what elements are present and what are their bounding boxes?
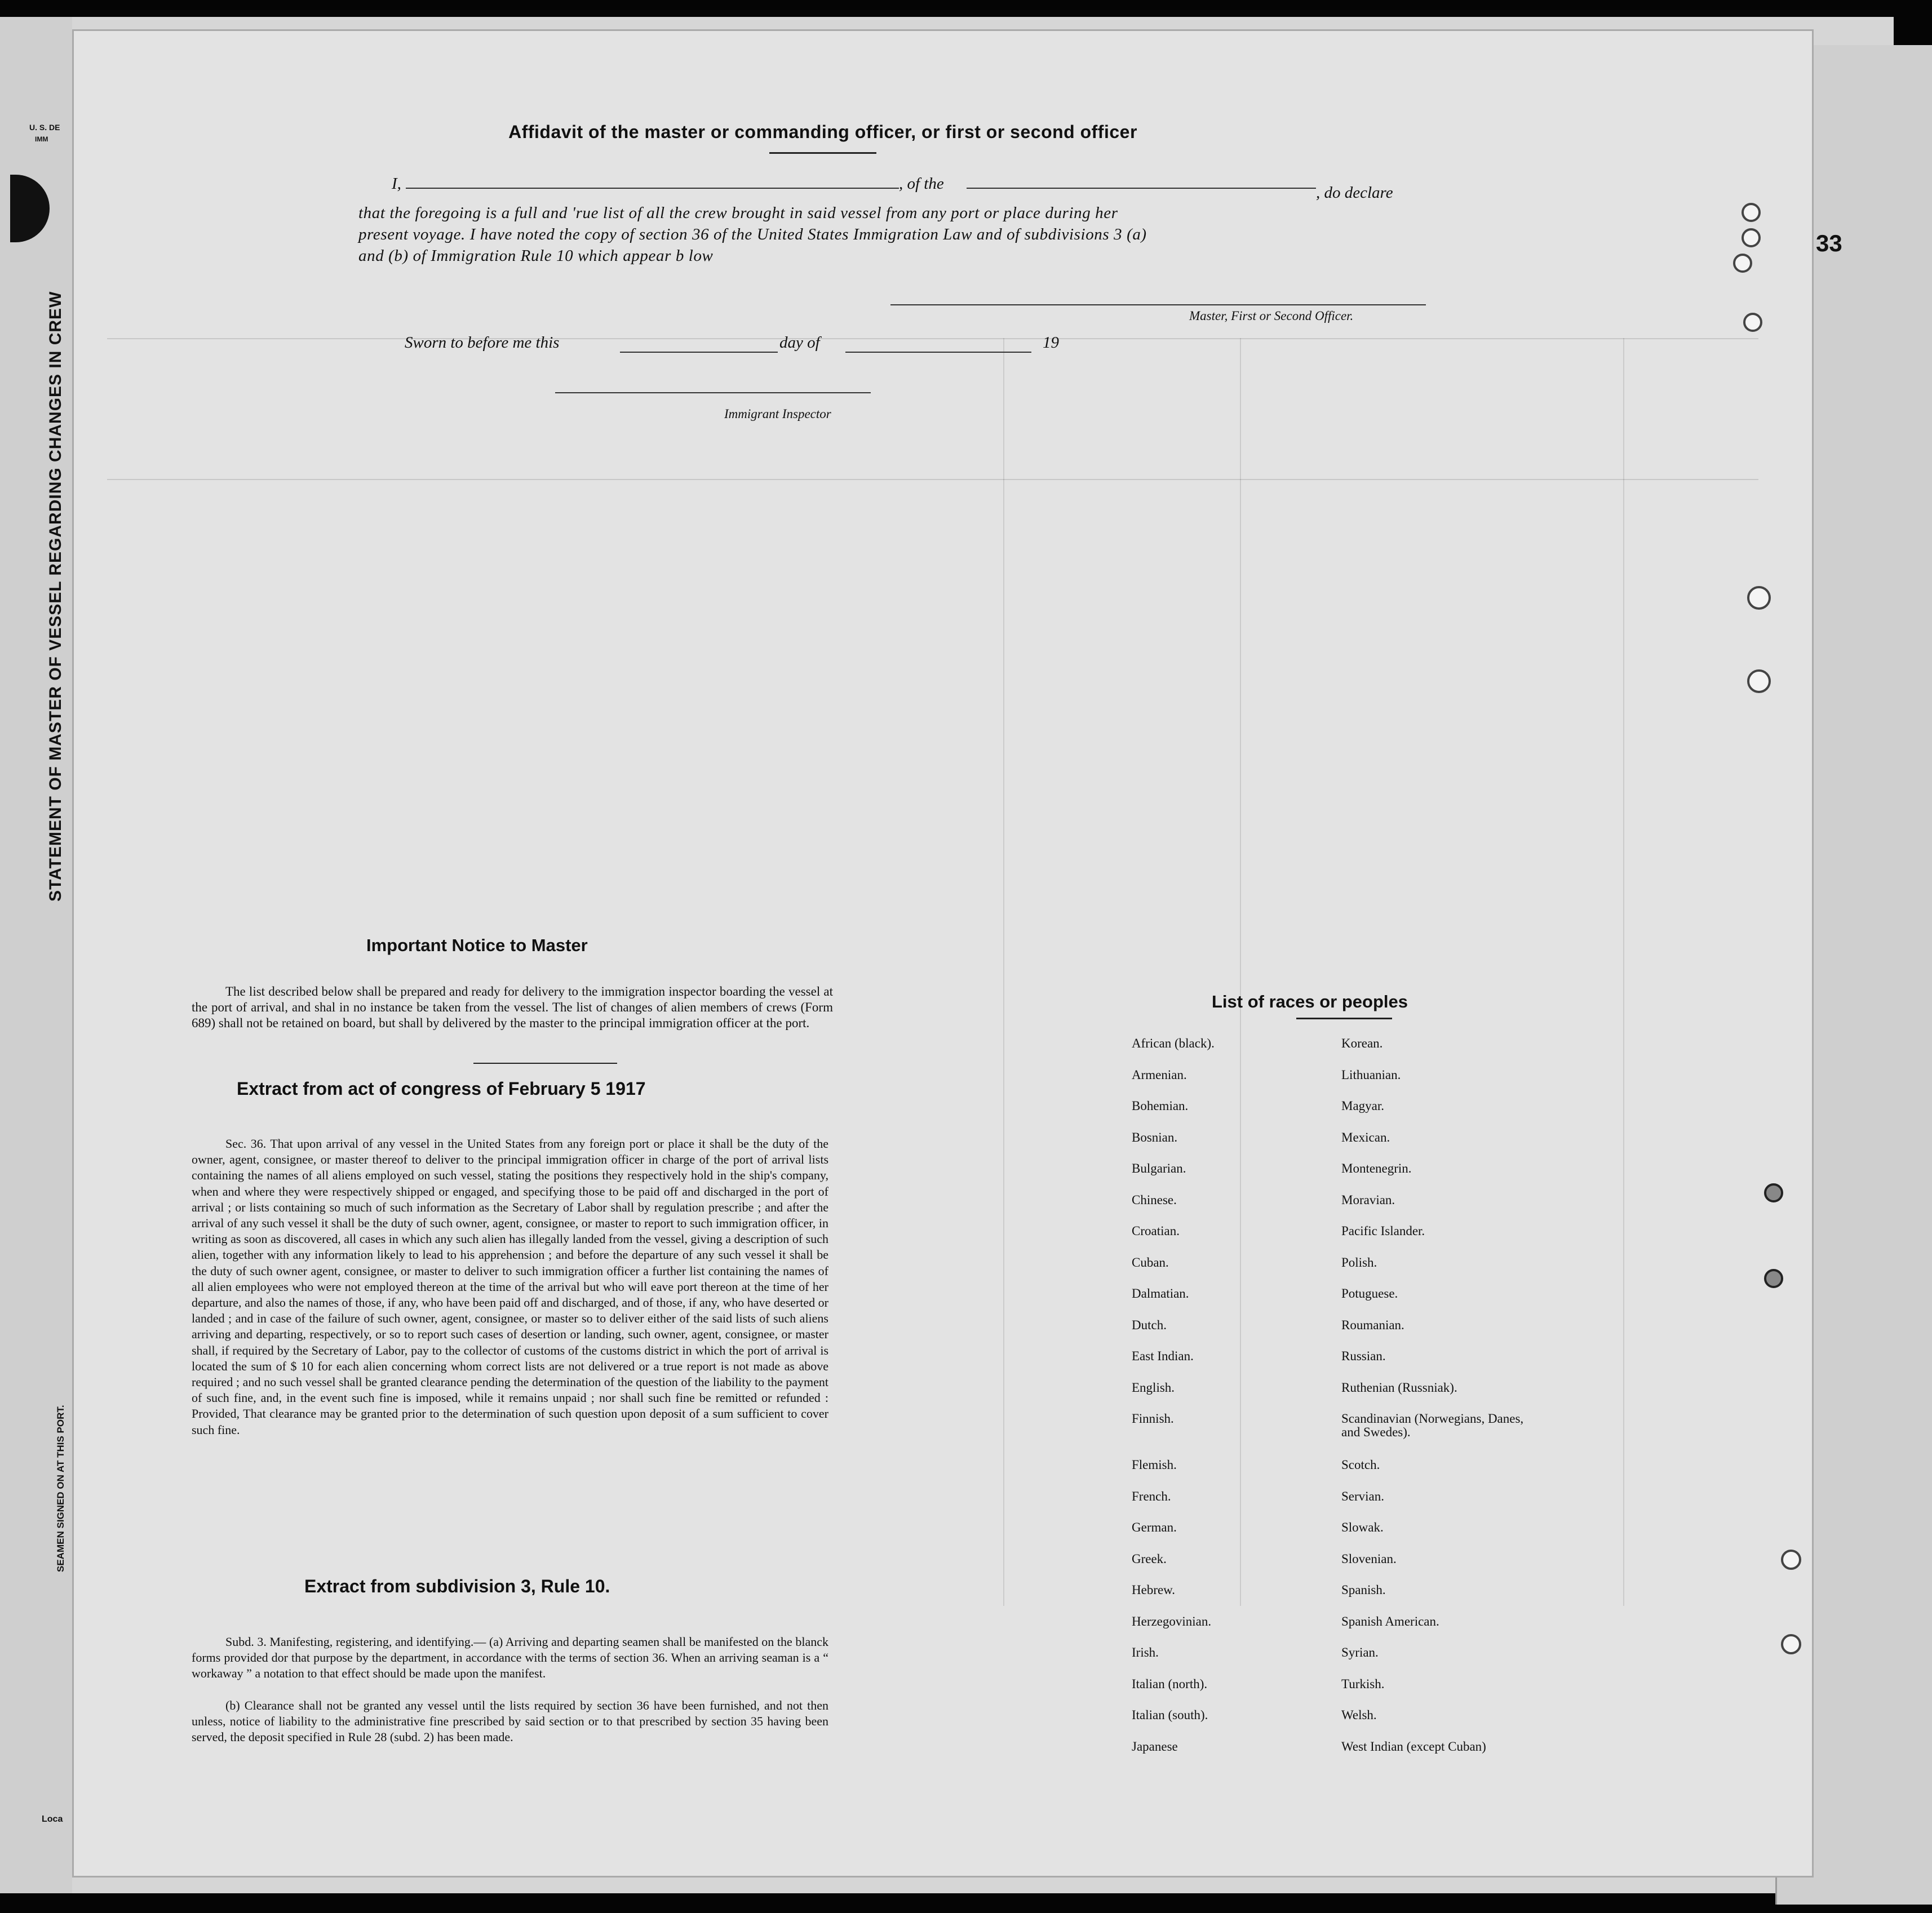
race-item: German. [1132, 1520, 1177, 1534]
page-number: 33 [1816, 230, 1842, 256]
race-item: East Indian. [1132, 1349, 1194, 1363]
race-item: Japanese [1132, 1739, 1178, 1754]
punch-hole [1747, 669, 1771, 693]
affidavit-line3: present voyage. I have noted the copy of section 36 of the United States Immigration Law and of subdivisions 3 (a) [358, 225, 1147, 243]
race-item: Irish. [1132, 1645, 1159, 1659]
affidavit-line2: that the foregoing is a full and 'rue list of all the crew brought in said vessel from any port or place during her [358, 204, 1118, 222]
race-item: Syrian. [1341, 1645, 1379, 1659]
affidavit-page [72, 29, 1814, 1878]
race-item: Mexican. [1341, 1130, 1390, 1144]
title-rule [769, 152, 876, 154]
races-rule [1296, 1018, 1392, 1019]
sworn-label: Sworn to before me this [405, 334, 560, 352]
punch-hole [1747, 586, 1771, 610]
race-item: Welsh. [1341, 1708, 1377, 1722]
affidavit-of-the: , of the [899, 175, 944, 193]
extract-rule-title: Extract from subdivision 3, Rule 10. [304, 1576, 610, 1596]
day-of-label: day of [779, 334, 820, 352]
affidavit-i: I, [392, 175, 401, 193]
race-item: Moravian. [1341, 1192, 1395, 1207]
punch-hole [1781, 1634, 1801, 1654]
race-item: African (black). [1132, 1036, 1215, 1050]
race-item: Dalmatian. [1132, 1286, 1189, 1301]
race-item: Magyar. [1341, 1099, 1385, 1113]
race-item: Polish. [1341, 1255, 1377, 1270]
race-item: Scandinavian (Norwegians, Danes, and Swedes). [1341, 1412, 1524, 1439]
race-item: Armenian. [1132, 1067, 1187, 1082]
ghost-rule [107, 338, 1758, 339]
punch-hole [1742, 203, 1761, 222]
inspector-label: Immigrant Inspector [724, 407, 831, 421]
sworn-day-line [620, 352, 778, 353]
race-item: Pacific Islander. [1341, 1224, 1425, 1238]
race-item: Cuban. [1132, 1255, 1169, 1270]
race-item: Lithuanian. [1341, 1067, 1401, 1082]
race-item: Italian (north). [1132, 1676, 1208, 1691]
notice-title: Important Notice to Master [366, 935, 588, 955]
race-item: Russian. [1341, 1349, 1386, 1363]
extract-rule-para-b: (b) Clearance shall not be granted any vessel until the lists required by section 36 have been furnished, and not then unless, notice of liability to the administrative fine prescribed by said section or to that prescribed by section 35 having been served, the deposit specified in Rule 28 (subd. 2) has been made. [192, 1698, 828, 1745]
inspector-signature-line [555, 392, 871, 393]
race-item: Korean. [1341, 1036, 1383, 1050]
race-item: Spanish. [1341, 1583, 1386, 1597]
race-item: Turkish. [1341, 1676, 1385, 1691]
race-item: Flemish. [1132, 1458, 1177, 1472]
race-item: Roumanian. [1341, 1317, 1404, 1332]
extract-rule-para-a: Subd. 3. Manifesting, registering, and identifying.— (a) Arriving and departing seamen shall be manifested on the blanck forms provided dor that purpose by the department, in accordance with the terms of section 36. When an arriving seaman is a “ workaway ” a notation to that effect should be made upon the manifest. [192, 1635, 828, 1681]
master-signature-label: Master, First or Second Officer. [1189, 309, 1354, 323]
race-item: English. [1132, 1380, 1175, 1395]
race-item: Bosnian. [1132, 1130, 1178, 1144]
year-label: 19 [1043, 334, 1059, 352]
affidavit-declare: , do declare [1316, 184, 1393, 202]
race-item: Montenegrin. [1341, 1161, 1412, 1175]
punch-hole [1733, 254, 1752, 273]
race-item: Potuguese. [1341, 1286, 1398, 1301]
race-item: Bulgarian. [1132, 1161, 1186, 1175]
race-item: Finnish. [1132, 1412, 1174, 1426]
race-item: Chinese. [1132, 1192, 1177, 1207]
race-item: Italian (south). [1132, 1708, 1208, 1722]
race-item: Herzegovinian. [1132, 1614, 1212, 1628]
name-blank-line [406, 188, 899, 189]
race-item: Hebrew. [1132, 1583, 1176, 1597]
notice-text: The list described below shall be prepared and ready for delivery to the immigration inspector boarding the vessel at the port of arrival, and shal in no instance be taken from the vessel. The list of changes of alien members of crews (Form 689) shall not be retained on board, but shall by delivered by the master to the principal immigration officer at the port. [192, 984, 833, 1031]
race-item: Scotch. [1341, 1458, 1380, 1472]
punch-hole [1764, 1183, 1783, 1202]
affidavit-line4: and (b) of Immigration Rule 10 which appear b low [358, 247, 714, 265]
race-item: Greek. [1132, 1551, 1167, 1566]
statement-vertical-title: STATEMENT OF MASTER OF VESSEL REGARDING CHANGES IN CREW [46, 291, 65, 902]
extract-act-title: Extract from act of congress of February 5 1917 [237, 1078, 646, 1099]
loca-label: Loca [42, 1814, 63, 1824]
race-item: Spanish American. [1341, 1614, 1439, 1628]
races-title: List of races or peoples [1212, 992, 1408, 1011]
dept-label: U. S. DE [29, 123, 60, 132]
race-item: Croatian. [1132, 1224, 1180, 1238]
imm-label: IMM [35, 135, 48, 143]
race-item: Servian. [1341, 1489, 1385, 1503]
race-item: Slovenian. [1341, 1551, 1397, 1566]
punch-hole [1781, 1550, 1801, 1570]
punch-hole [1742, 228, 1761, 247]
race-item: Dutch. [1132, 1317, 1167, 1332]
extract-act-text: Sec. 36. That upon arrival of any vessel in the United States from any foreign port or place it shall be the duty of the owner, agent, consignee, or master thereof to deliver to the principal immigration officer in charge of the port of arrival lists containing the names of all aliens employed on such vessel, stating the positions they respectively hold in the ship's company, when and where they were respectively shipped or engaged, and specifying those to be paid off and discharged in the port of arrival ; or lists containing so much of such information as the Secretary of Labor shall by regulation prescribe ; and after the arrival of any such vessel it shall be the duty of such owner, agent, consignee, or master to report to such immigration officer, in writing as soon as discovered, all cases in which any such alien has illegally landed from the vessel, giving a description of such alien, together with any information likely to lead to his apprehension ; and before the departure of any such vessel it shall be the duty of such owner agent, consignee, or master to deliver to such immigration officer a further list containing the names of all alien employees who were not employed thereon at the time of the arrival but who will eave port thereon at the time of her departure, and also the names of those, if any, who have been paid off and discharged, and of those, if any, who have deserted or landed ; and in case of the failure of such owner, agent, consignee, or master so to deliver either of the said lists of such aliens arriving and departing, respectively, or so to report such cases of desertion or landing, such owner, agent, consignee, or master shall, if required by the Secretary of Labor, pay to the collector of customs of the customs district in which the port of arrival is located the sum of $ 10 for each alien concerning whom correct lists are not delivered or a true report is not made as above required ; and no such vessel shall be granted clearance pending the determination of the question of the liability to the payment of such fine, and, in the event such fine is imposed, while it remains unpaid ; nor shall such fine be remitted or refunded : Provided, That clearance may be granted prior to the determination of such question upon deposit of a sum sufficient to cover such fine. [192, 1137, 828, 1437]
ghost-rule [1003, 338, 1004, 1606]
ghost-rule [1623, 338, 1624, 1606]
race-item: Bohemian. [1132, 1099, 1189, 1113]
affidavit-title: Affidavit of the master or commanding officer, or first or second officer [508, 122, 1137, 142]
sworn-month-line [845, 352, 1031, 353]
race-item: French. [1132, 1489, 1171, 1503]
notice-rule [473, 1063, 617, 1064]
punch-hole [1764, 1269, 1783, 1288]
vessel-blank-line [967, 188, 1316, 189]
master-signature-line [890, 304, 1426, 305]
seamen-vertical-label: SEAMEN SIGNED ON AT THIS PORT. [55, 1405, 66, 1572]
race-item: West Indian (except Cuban) [1341, 1739, 1486, 1754]
ghost-rule [107, 479, 1758, 480]
punch-hole [1743, 313, 1762, 332]
race-item: Ruthenian (Russniak). [1341, 1380, 1457, 1395]
race-item: Slowak. [1341, 1520, 1384, 1534]
